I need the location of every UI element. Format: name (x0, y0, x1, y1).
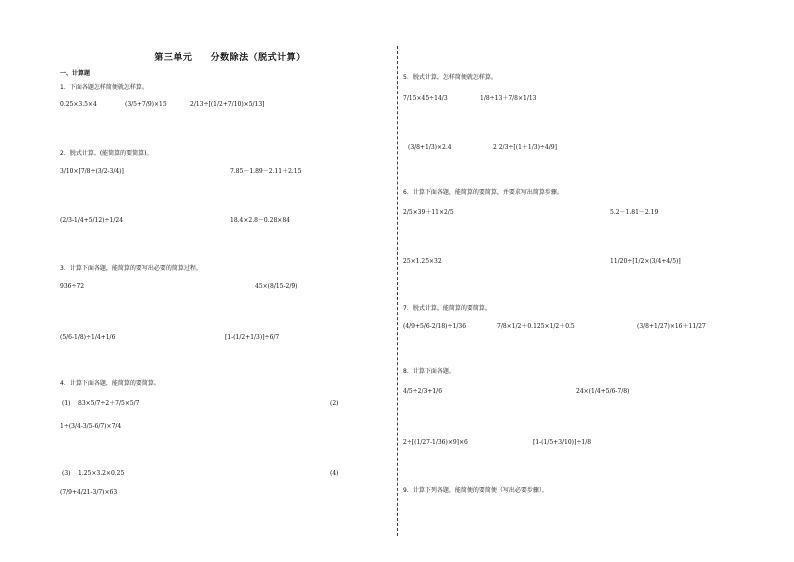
q8-b: 24×(1/4+5/6-7/8) (576, 388, 630, 395)
q8-c: 2÷[(1/27-1/36)×9]×6 (403, 439, 468, 446)
q8-a: 4/5÷2/3+1/6 (403, 388, 443, 395)
q6-c: 25×1.25×32 (403, 258, 442, 265)
q1-c: 2/13÷[(1/2+7/10)×5/13] (190, 101, 265, 108)
q4-4-label: (4) (330, 470, 339, 477)
q4-3-label: (3) (62, 470, 71, 477)
q4-3: 1.25×3.2×0.25 (78, 470, 125, 477)
q7-a: (4/9+5/6-2/18)÷1/36 (403, 323, 467, 330)
q5-a: 7/15×45÷14/3 (403, 95, 448, 102)
q5-heading: 5．脱式计算，怎样简便就怎样算。 (403, 74, 497, 81)
q3-a: 936÷72 (60, 283, 85, 290)
q3-d: [1-(1/2+1/3)]÷6/7 (225, 334, 280, 341)
q6-b: 5.2－1.81－2.19 (610, 209, 659, 216)
q5-d: 2 2/3÷[(1＋1/3)÷4/9] (493, 144, 557, 151)
q2-b: 7.85－1.89－2.11＋2.15 (230, 168, 302, 175)
q5-c: (3/8+1/3)×2.4 (408, 144, 452, 151)
q4-1-label: (1) (62, 400, 71, 407)
column-divider (397, 46, 398, 536)
q3-c: (5/6-1/8)÷1/4+1/6 (60, 334, 116, 341)
q1-b: (3/5+7/9)×15 (125, 101, 167, 108)
q4-2-label: (2) (330, 400, 339, 407)
q1-heading: 1．下面各题怎样简便就怎样算。 (60, 84, 148, 91)
page-title: 第三单元 分数除法（脱式计算） (154, 53, 306, 63)
q4-heading: 4．计算下面各题，能简算的要简算。 (60, 380, 160, 387)
q3-heading: 3．计算下面各题，能简算的要写出必要的简算过程。 (60, 265, 202, 272)
q6-d: 11/20÷[1/2×(3/4+4/5)] (610, 258, 681, 265)
q4-3b: (7/9+4/21-3/7)×63 (60, 489, 118, 496)
q1-a: 0.25×3.5×4 (60, 101, 97, 108)
q2-c: (2/3-1/4+5/12)÷1/24 (60, 217, 124, 224)
q7-c: (3/8+1/27)×16＋11/27 (637, 323, 706, 330)
q7-b: 7/8×1/2＋0.125×1/2＋0.5 (497, 323, 575, 330)
q2-a: 3/10×[7/8÷(3/2-3/4)] (60, 168, 124, 175)
q6-a: 2/5×39＋11×2/5 (403, 209, 454, 216)
q4-1b: 1÷(3/4-3/5-6/7)×7/4 (60, 423, 122, 430)
q2-heading: 2．脱式计算。(能简算的要简算)。 (60, 150, 153, 157)
q2-d: 18.4×2.8－0.28×84 (230, 217, 290, 224)
q6-heading: 6．计算下面各题，能简算的要简算，并要求写出简算步骤。 (403, 189, 563, 196)
q4-1: 83×5/7÷2＋7/5×5/7 (78, 400, 140, 407)
q9-heading: 9．计算下列各题，能简便的要简便（写出必要步骤）。 (403, 487, 548, 494)
q8-heading: 8．计算下面各题。 (403, 368, 455, 375)
section-heading: 一、计算题 (60, 70, 91, 77)
q3-b: 45×(8/15-2/9) (255, 283, 298, 290)
q8-d: [1-(1/5+3/10)]÷1/8 (533, 439, 592, 446)
q5-b: 1/8÷13＋7/8×1/13 (480, 95, 537, 102)
q7-heading: 7．脱式计算。能简算的要简算。 (403, 305, 491, 312)
